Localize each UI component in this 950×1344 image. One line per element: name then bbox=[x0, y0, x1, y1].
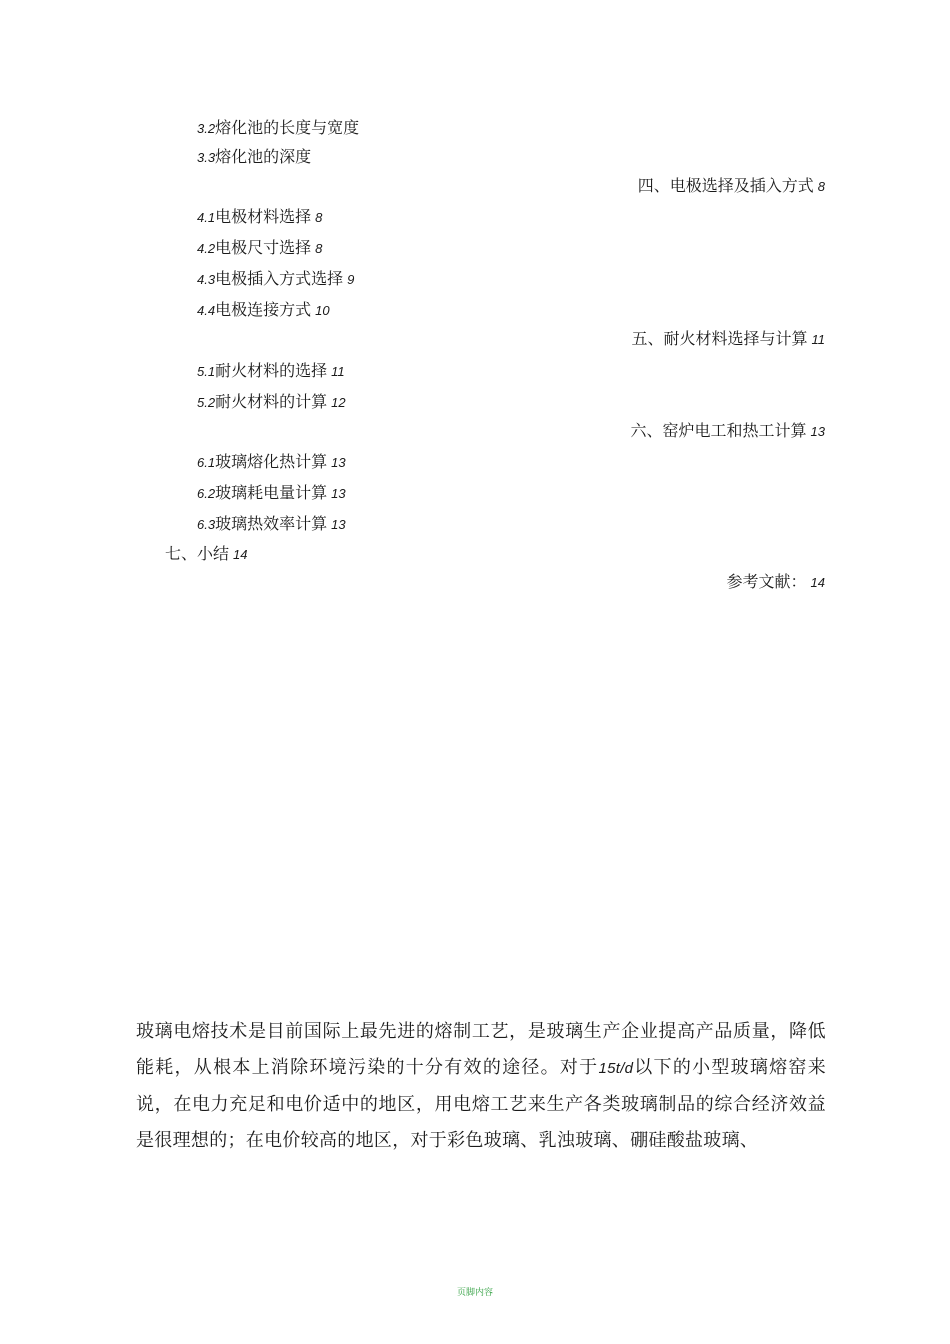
toc-item-3-3 bbox=[197, 147, 315, 168]
toc-item-6-1 bbox=[197, 452, 346, 473]
toc-title: 耐火材料的选择 bbox=[215, 361, 328, 380]
toc-num: 6.2 bbox=[197, 486, 216, 501]
toc-num: 4.4 bbox=[197, 303, 216, 318]
toc-item-3-2 bbox=[197, 118, 363, 139]
toc-title: 四、电极选择及插入方式 bbox=[637, 176, 814, 195]
toc-item-4-1 bbox=[197, 207, 322, 228]
toc-num: 4.2 bbox=[197, 241, 216, 256]
toc-title: 电极材料选择 bbox=[215, 207, 312, 226]
page-footer: 页脚内容 bbox=[456, 1288, 493, 1298]
toc-title: 七、小结 bbox=[165, 544, 230, 563]
toc-title: 熔化池的长度与宽度 bbox=[215, 118, 360, 137]
toc-num: 5.1 bbox=[197, 364, 216, 379]
toc-references bbox=[727, 572, 825, 593]
toc-chapter-7 bbox=[165, 544, 247, 565]
toc-item-4-3 bbox=[197, 269, 354, 290]
paragraph-text: 以下的小型玻璃熔窑来说，在电力充足和电价适中的地区，用电熔工艺来生产各类玻璃制品的综合经济效益是很理想的；在电价较高的地区，对于彩色玻璃、乳浊玻璃、硼硅酸盐玻璃、 bbox=[136, 1057, 826, 1151]
toc-page: 8 bbox=[315, 210, 323, 225]
toc-page: 8 bbox=[817, 179, 825, 194]
toc-title: 电极尺寸选择 bbox=[215, 238, 312, 257]
toc-title: 参考文献： bbox=[726, 572, 807, 591]
capacity-unit: 15t/d bbox=[598, 1060, 634, 1077]
toc-title: 六、窑炉电工和热工计算 bbox=[630, 421, 807, 440]
intro-paragraph bbox=[136, 1014, 826, 1159]
toc-page: 12 bbox=[331, 395, 346, 410]
toc-title: 五、耐火材料选择与计算 bbox=[631, 329, 808, 348]
toc-page: 13 bbox=[810, 424, 825, 439]
toc-item-5-1 bbox=[197, 361, 345, 382]
toc-page: 10 bbox=[315, 303, 330, 318]
toc-page: 11 bbox=[331, 364, 345, 379]
toc-num: 3.3 bbox=[197, 150, 216, 165]
toc-title: 电极插入方式选择 bbox=[215, 269, 344, 288]
toc-page: 13 bbox=[331, 517, 346, 532]
toc-item-6-2 bbox=[197, 483, 346, 504]
toc-chapter-4 bbox=[638, 176, 825, 197]
toc-title: 熔化池的深度 bbox=[215, 147, 312, 166]
toc-item-4-4 bbox=[197, 300, 330, 321]
toc-item-4-2 bbox=[197, 238, 322, 259]
toc-item-6-3 bbox=[197, 514, 346, 535]
toc-page: 11 bbox=[811, 332, 825, 347]
toc-title: 玻璃熔化热计算 bbox=[215, 452, 328, 471]
paragraph-text: 玻璃电熔技术是目前国际上最先进的熔制工艺，是玻璃生产企业提高产品质量，降低能耗，从根本上消除环境污染的十分有效的途径。对于 bbox=[136, 1021, 826, 1078]
toc-num: 6.1 bbox=[197, 455, 216, 470]
toc-title: 电极连接方式 bbox=[215, 300, 312, 319]
toc-title: 耐火材料的计算 bbox=[215, 392, 328, 411]
toc-num: 4.1 bbox=[197, 210, 216, 225]
toc-page: 8 bbox=[315, 241, 323, 256]
toc-chapter-6 bbox=[631, 421, 825, 442]
toc-title: 玻璃热效率计算 bbox=[215, 514, 328, 533]
toc-page: 14 bbox=[810, 575, 825, 590]
toc-title: 玻璃耗电量计算 bbox=[215, 483, 328, 502]
toc-page: 13 bbox=[331, 455, 346, 470]
toc-page: 9 bbox=[347, 272, 355, 287]
toc-num: 6.3 bbox=[197, 517, 216, 532]
toc-num: 4.3 bbox=[197, 272, 216, 287]
toc-chapter-5 bbox=[631, 329, 825, 350]
toc-num: 3.2 bbox=[197, 121, 216, 136]
toc-num: 5.2 bbox=[197, 395, 216, 410]
toc-page: 14 bbox=[233, 547, 248, 562]
toc-item-5-2 bbox=[197, 392, 346, 413]
toc-page: 13 bbox=[331, 486, 346, 501]
